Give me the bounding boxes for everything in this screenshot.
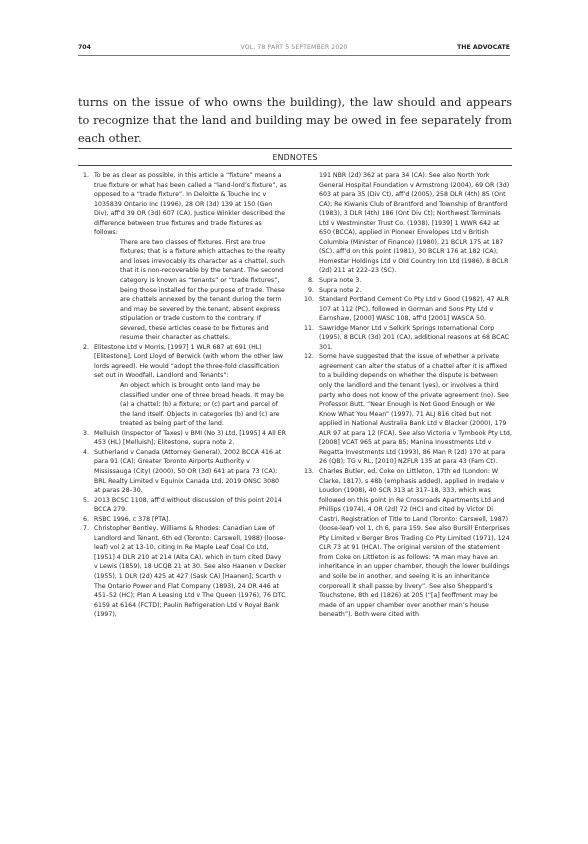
endnote-text: Some have suggested that the issue of whether a private agreement can alter the status of a chattel after it is affixed to a building depends on whether the dispute is between only the landlord and the tenant (yes), or involves a third party who does not know of the private agreement (no). See Professor Butt, “Near Enough Is Not Good Enough or We Know What You Mean” (1997), 71 ALJ 816 cited but not applied in National Australia Bank Ltd v Blacker (2000), 179 ALR 97 at para 12 (FCA). See also Victoria v Tymbook Pty Ltd, [2008] VCAT 965 at para 85; Manina Investments Ltd v Regatta Investments Ltd (1993), 86 Man R (2d) 170 at para 26 (QB); TG v RL, [2010] NZFLR 135 at para 43 (Fam Ct). [319, 353, 512, 466]
endnote [303, 467, 512, 620]
endnote-text: Christopher Bentley, Williams & Rhodes: Canadian Law of Landlord and Tenant, 6th ed (Toronto: Carswell, 1988) (loose-leaf) vol 2 at 13-10, citing In Re Maple Leaf Coal Co Ltd, [1951] 4 DLR 210 at 214 (Alta CA), which in turn cited Davy v Lewis (1859), 18 UCQB 21 at 30. See also Haanen v Decker (1955), 1 DLR (2d) 425 at 427 (Sask CA) [Haanen]; Scarth v The Ontario Power and Flat Company (1893), 24 OR 446 at 451–52 (HC); Plan A Leasing Ltd v The Queen (1976), 76 DTC 6159 at 6164 (FCTD); Paulin Refrigeration Ltd v Royal Bank (1997), [94, 525, 286, 619]
endnote [303, 276, 512, 286]
endnote [78, 496, 287, 515]
endnote [303, 352, 512, 467]
endnote [78, 171, 287, 343]
endnote-number: 3. [83, 429, 89, 437]
endnote-number: 2. [83, 343, 89, 351]
endnote-number: 1. [83, 172, 89, 179]
endnote-number: 8. [308, 277, 314, 285]
endnote-number: 12. [304, 353, 314, 361]
page-number: 704 [78, 44, 91, 51]
endnote-text: Sawridge Manor Ltd v Selkirk Springs International Corp (1995), 8 BCLR (3d) 201 (CA), additional reasons at 68 BCAC 301. [319, 324, 509, 351]
publication-title: THE ADVOCATE [457, 44, 510, 51]
endnote-text: Supra note 3. [319, 277, 362, 285]
endnote-text: 2013 BCSC 1108, aff’d without discussion of this point 2014 BCCA 279. [94, 496, 282, 514]
endnote [78, 524, 287, 619]
endnote-number: 10. [304, 296, 314, 304]
endnote-number: 11. [304, 324, 314, 332]
endnote [78, 448, 287, 496]
endnote-text: Standard Portland Cement Co Pty Ltd v Good (1982), 47 ALR 107 at 112 (PC), followed in Gorman and Sons Pty Ltd v Earnshaw, [2000] WASC 108, aff’d [2001] WASCA 50. [319, 296, 509, 323]
endnote [303, 324, 512, 353]
endnote-number [303, 171, 319, 276]
endnotes-heading: ENDNOTES [272, 153, 318, 162]
endnote-text: Melluish (Inspector of Taxes) v BMI (No 3) Ltd, [1995] 4 All ER 453 (HL) [Melluish]; Elitestone, supra note 2. [94, 429, 287, 447]
endnote-text: Elitestone Ltd v Morris, [1997] 1 WLR 687 at 691 (HL) [Elitestone], Lord Lloyd of Berwick (with whom the other law lords agreed). He would “adopt the three-fold classification set out in Woodfall, Landlord and Tenants”: [94, 343, 284, 380]
endnote-number: 9. [308, 286, 314, 294]
endnote-text: Charles Butler, ed, Coke on Littleton, 17th ed (London: W Clarke, 1817), s 48b (emphasis added), applied in Iredale v Loudon (1908), 40 SCR 313 at 317–18, 333, which was followed on this point in Re Crossroads Apartments Ltd and Phillips (1974), 4 OR (2d) 72 (HC) and cited by Victor Di Castri, Registration of Title to Land (Toronto: Carswell, 1987) (loose-leaf) vol 1, ch 6, para 159. See also Bursill Enterprises Pty Limited v Berger Bros Trading Co Pty Limited (1971), 124 CLR 73 at 91 (HCA). The original version of the statement from Coke on Littleton is as follows: “A man may have an inheritance in an upper chamber, though the lower buildings and soile be in another, and seeing it is an inheritance corporeall it shall passe by livery”. See also Sheppard’s Touchstone, 8th ed (1826) at 205 (“[a] feoffment may be made of an upper chamber over another man’s house beneath”). Both were cited with [319, 467, 510, 619]
endnote-number: 13. [304, 467, 314, 475]
endnote-number: 6. [83, 515, 89, 523]
endnote-body [94, 343, 287, 429]
endnote [78, 343, 287, 429]
endnote [78, 515, 287, 525]
block-quote: There are two classes of fixtures. First are true fixtures; that is a fixture which attaches to the realty and loses irrevocably its character as a chattel, such that it is non-recoverable by the tenant. The second category is known as “tenants” or “trade fixtures”, being those installed for the purpose of trade. These are chattels annexed by the tenant during the term and may be severed by the tenant, absent express stipulation or trade custom to the contrary. If severed, these articles cease to be fixtures and resume their character as chattels. [120, 238, 286, 342]
endnote [78, 429, 287, 448]
endnote-body [94, 171, 287, 343]
endnotes-column-right [303, 171, 512, 620]
running-header [78, 44, 510, 58]
endnotes-column-left [78, 171, 287, 620]
endnote [303, 286, 512, 296]
endnote-number: 4. [83, 448, 89, 456]
endnote-text: 191 NBR (2d) 362 at para 34 (CA). See also North York General Hospital Foundation v Armstrong (2004), 69 OR (3d) 603 at para 35 (Div Ct), aff’d (2005), 258 DLR (4th) 85 (Ont CA); Re Kiwanis Club of Brantford and Township of Brantford (1983), 3 DLR (4th) 186 (Ont Div Ct); Northwest Terminals Ltd v Westminster Trust Co. (1938), [1939] 1 WWR 642 at 650 (BCCA), applied in Pioneer Envelopes Ltd v British Columbia (Minister of Finance) (1980), 21 BCLR 175 at 187 (SC), aff’d on this point (1981), 30 BCLR 176 at 182 (CA); Homestar Holdings Ltd v Old Country Inn Ltd (1986), 8 BCLR (2d) 211 at 222–23 (SC). [319, 172, 510, 275]
endnote-continuation [303, 171, 512, 276]
intro-paragraph: turns on the issue of who owns the building), the law should and appears to recognize that the land and building may be owed in fee separately from each other. [78, 96, 512, 145]
endnote-text: Supra note 2. [319, 286, 362, 294]
endnotes-top-rule [78, 148, 512, 149]
volume-info: VOL. 78 PART 5 SEPTEMBER 2020 [240, 44, 348, 51]
endnote-text: To be as clear as possible, in this article a “fixture” means a true fixture or what has been called a “land-lord’s fixture”, as opposed to a “trade fixture”. In Deloitte & Touche Inc v 1035839 Ontario Inc (1996), 28 OR (3d) 139 at 150 (Gen Div), aff’d 39 OR (3d) 607 (CA), Justice Winkler described the difference between true fixtures and trade fixtures as follows: [94, 172, 287, 237]
endnote [303, 295, 512, 324]
endnote-text: Sutherland v Canada (Attorney General), 2002 BCCA 416 at para 91 (CA); Greater Toronto Airports Authority v Mississauga (City) (2000), 50 OR (3d) 641 at para 73 (CA); BRL Realty Limited v Equinix Canada Ltd, 2019 ONSC 3080 at paras 28–30. [94, 448, 282, 495]
endnote-number: 7. [83, 525, 89, 533]
block-quote: An object which is brought onto land may be classified under one of three broad heads. It may be (a) a chattel; (b) a fixture; or (c) part and parcel of the land itself. Objects in categories (b) and (c) are treated as being part of the land. [120, 382, 284, 428]
endnote-text: RSBC 1996, c 378 [PTA]. [94, 515, 171, 523]
header-rule [78, 55, 510, 56]
endnotes-bottom-rule [78, 165, 512, 166]
endnote-number: 5. [83, 496, 89, 504]
